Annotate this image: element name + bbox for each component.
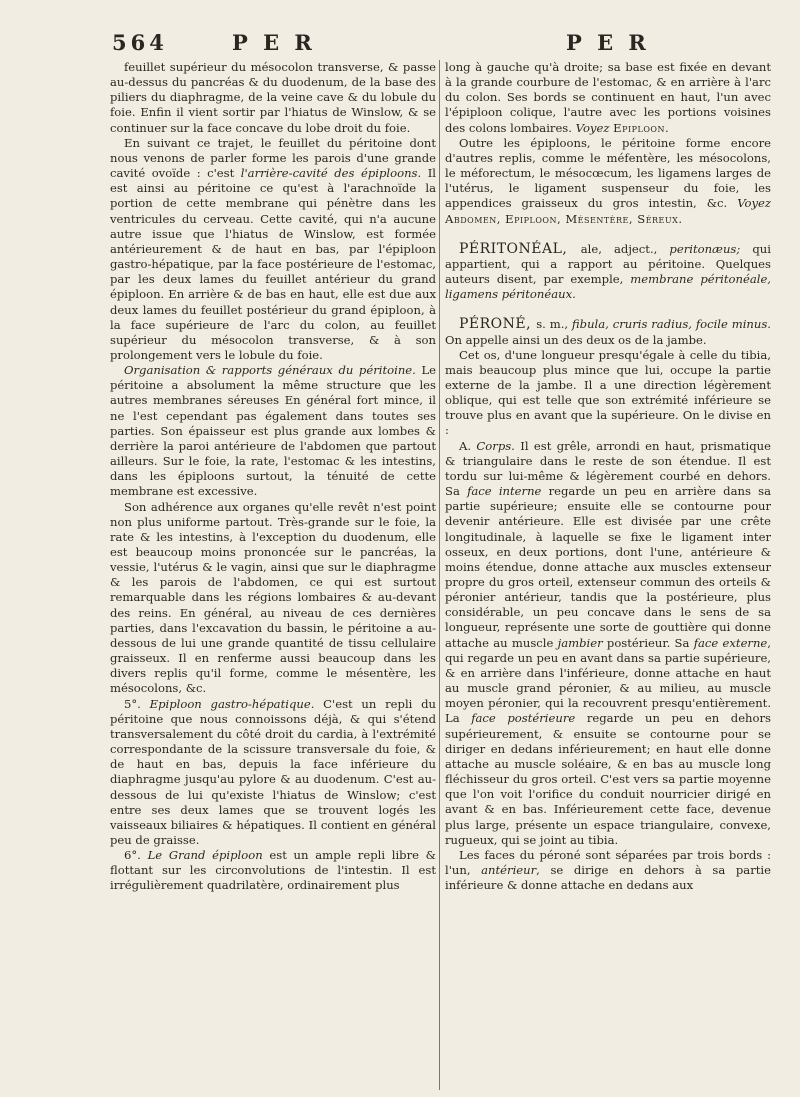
paragraph: 6°. Le Grand épiploon est un ample repli libre & flottant sur les circonvolutions de l'intestin. Il est irrégulièrement quadrilatère, ordinairement plus — [110, 848, 436, 893]
entry-headword: PÉRONÉ, — [459, 316, 537, 333]
cross-reference-target: Abdomen, Epiploon, Mésentère, Séreux — [445, 211, 679, 226]
entry-headword: PÉRITONÉAL, — [459, 240, 581, 257]
right-column — [445, 60, 771, 1090]
running-head-left: P E R — [232, 30, 316, 55]
paragraph: 5°. Epiploon gastro-hépatique. C'est un repli du péritoine que nous connoissons déjà, & qui s'étend transversalement du côté droit du cardia, à l'extrémité correspondante de la scissure transversale du foie, & de haut en bas, depuis la face inférieure du diaphragme jusqu'au pylore & au duodenum. C'est au-dessous de lui qu'existe l'hiatus de Winslow; c'est entre ses deux lames que se trouvent logés les vaisseaux biliaires & hépatiques. Il contient en général peu de graisse. — [110, 696, 436, 847]
dictionary-entry-perone: PÉRONÉ, s. m., fibula, cruris radius, focile minus. On appelle ainsi un des deux os de la jambe. — [445, 316, 771, 347]
cross-reference: Voyez — [575, 120, 610, 135]
dictionary-entry-peritoneal: PÉRITONÉAL, ale, adject., peritonæus; qui appartient, qui a rapport au péritoine. Quelques auteurs disent, par exemple, membrane péritonéale, ligamens péritonéaux. — [445, 240, 771, 302]
column-divider — [439, 60, 440, 1090]
left-column — [110, 60, 436, 1090]
paragraph: Cet os, d'une longueur presqu'égale à celle du tibia, mais beaucoup plus mince que lui, occupe la partie externe de la jambe. Il a une direction légèrement oblique, qui est telle que son extrémité inférieure se trouve plus en avant que la supérieure. On le divise en : — [445, 347, 771, 438]
section-title: Le Grand épiploon — [147, 848, 263, 863]
cross-reference-target: Epiploon — [613, 120, 665, 135]
paragraph: Son adhérence aux organes qu'elle revêt n'est point non plus uniforme partout. Très-grande sur le foie, la rate & les intestins, à l'exception du duodenum, elle est beaucoup moins prononcée sur le pancréas, la vessie, l'utérus & le vagin, ainsi que sur le diaphragme & les parois de l'abdomen, ce qui est surtout remarquable dans les régions lombaires & au-devant des reins. En général, au niveau de ces dernières parties, dans l'excavation du bassin, le péritoine a au-dessous de lui une grande quantité de tissu cellulaire graisseux. Il en renferme aussi beaucoup dans les divers replis qu'il forme, comme le mésentère, les mésocolons, &c. — [110, 499, 436, 696]
running-head-right: P E R — [566, 30, 650, 55]
paragraph: A. Corps. Il est grêle, arrondi en haut, prismatique & triangulaire dans le reste de son étendue. Il est tordu sur lui-même & légèrement courbé en dehors. Sa face interne regarde un peu en arrière dans sa partie supérieure; ensuite elle se contourne pour devenir antérieure. Elle est divisée par une crête longitudinale, à laquelle se fixe le ligament inter osseux, en deux portions, dont l'une, antérieure & moins étendue, donne attache aux muscles extenseur propre du gros orteil, extenseur commun des orteils & péronier antérieur, tandis que la postérieure, plus considérable, un peu concave dans le sens de sa longueur, représente une sorte de gouttière qui donne attache au muscle jambier postérieur. Sa face externe, qui regarde un peu en avant dans sa partie supérieure, & en arrière dans l'inférieure, donne attache en haut au muscle grand péronier, & au milieu, au muscle moyen péronier, qui la recouvrent presqu'entièrement. La face postérieure regarde un peu en dehors supérieurement, & ensuite se contourne pour se diriger en dedans inférieurement; en haut elle donne attache au muscle soléaire, & en bas au muscle long fléchisseur du gros orteil. C'est vers sa partie moyenne que l'on voit l'orifice du conduit nourricier dirigé en avant & en bas. Inférieurement cette face, devenue plus large, présente un espace triangulaire, convexe, rugueux, qui se joint au tibia. — [445, 438, 771, 847]
paragraph: En suivant ce trajet, le feuillet du péritoine dont nous venons de parler forme les parois d'une grande cavité ovoïde : c'est l'arrière-cavité des épiploons. Il est ainsi au péritoine ce qu'est à l'arachnoïde la portion de cette membrane qui pénètre dans les ventricules du cerveau. Cette cavité, qui n'a aucune autre issue que l'hiatus de Winslow, est formée antérieurement & de haut en bas, par l'épiploon gastro-hépatique, par la face postérieure de l'estomac, par les deux lames du feuillet antérieur du grand épiploon. En arrière & de bas en haut, elle est due aux deux lames du feuillet postérieur du grand épiploon, à la face supérieure de l'arc du colon, au feuillet supérieur du mésocolon transverse, & à son prolongement vers le lobule du foie. — [110, 135, 436, 362]
running-header — [0, 18, 800, 58]
cross-reference: Voyez — [737, 196, 771, 211]
paragraph: Organisation & rapports généraux du péritoine. Le péritoine a absolument la même structure que les autres membranes séreuses En général fort mince, il ne l'est cependant pas également dans toutes ses parties. Son épaisseur est plus grande aux lombes & derrière la paroi antérieure de l'abdomen que partout ailleurs. Sur le foie, la rate, l'estomac & les intestins, dans les épiploons surtout, la ténuité de cette membrane est excessive. — [110, 363, 436, 499]
paragraph: Outre les épiploons, le péritoine forme encore d'autres replis, comme le méfentère, les mésocolons, le méforectum, le mésocœcum, les ligamens larges de l'utérus, le ligament suspenseur du foie, les appendices graisseux du gros intestin, &c. Voyez Abdomen, Epiploon, Mésentère, Séreux. — [445, 135, 771, 226]
page-number: 564 — [112, 30, 168, 55]
paragraph: Les faces du péroné sont séparées par trois bords : l'un, antérieur, se dirige en dehors à sa partie inférieure & donne attache en dedans aux — [445, 847, 771, 893]
section-title: Organisation & rapports généraux du péritoine. — [124, 363, 416, 378]
paragraph: feuillet supérieur du mésocolon transverse, & passe au-dessus du pancréas & du duodenum, de la base des piliers du diaphragme, de la veine cave & du lobule du foie. Enfin il vient sortir par l'hiatus de Winslow, & se continuer sur la face concave du lobe droit du foie. — [110, 60, 436, 135]
section-title: Epiploon gastro-hépatique. — [149, 696, 315, 711]
paragraph: long à gauche qu'à droite; sa base est fixée en devant à la grande courbure de l'estomac, & en arrière à l'arc du colon. Ses bords se continuent en haut, l'un avec l'épiploon colique, l'autre avec les portions voisines des colons lombaires. Voyez Epiploon. — [445, 60, 771, 135]
